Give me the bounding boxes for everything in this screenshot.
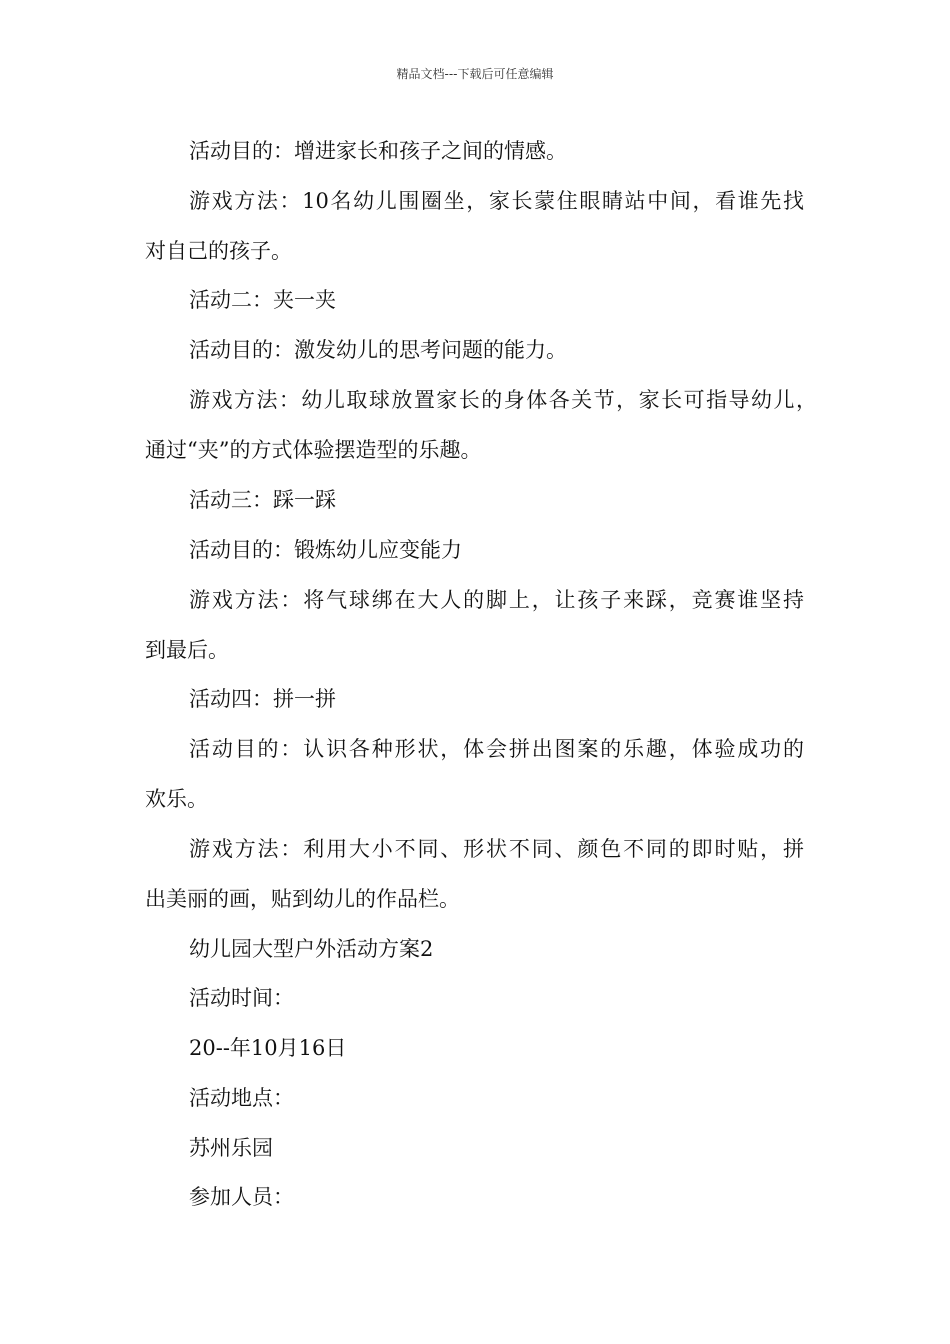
text-line: 到最后。 [145, 638, 229, 662]
text-line: 对自己的孩子。 [145, 239, 292, 263]
text-line: 通过“夹”的方式体验摆造型的乐趣。 [145, 438, 482, 462]
text-line: 欢乐。 [145, 787, 208, 811]
text-line: 参加人员： [189, 1185, 294, 1209]
text-line: 活动二：夹一夹 [189, 288, 336, 312]
text-line: 活动目的：认识各种形状，体会拼出图案的乐趣，体验成功的 [189, 737, 804, 761]
text-line: 幼儿园大型户外活动方案2 [189, 937, 434, 961]
text-line: 出美丽的画，贴到幼儿的作品栏。 [145, 887, 460, 911]
text-line: 活动目的：增进家长和孩子之间的情感。 [189, 139, 567, 163]
text-line: 游戏方法：幼儿取球放置家长的身体各关节，家长可指导幼儿， [189, 388, 817, 412]
text-line: 活动地点： [189, 1086, 294, 1110]
text-line: 20--年10月16日 [189, 1036, 347, 1060]
text-line: 活动目的：激发幼儿的思考问题的能力。 [189, 338, 567, 362]
text-line: 游戏方法：将气球绑在大人的脚上，让孩子来踩，竞赛谁坚持 [189, 588, 804, 612]
text-line: 游戏方法：利用大小不同、形状不同、颜色不同的即时贴，拼 [189, 837, 804, 861]
text-line: 游戏方法：10名幼儿围圈坐，家长蒙住眼睛站中间，看谁先找 [189, 189, 804, 213]
text-line: 活动时间： [189, 986, 294, 1010]
text-line: 活动四：拼一拼 [189, 687, 336, 711]
text-line: 苏州乐园 [189, 1136, 273, 1160]
text-line: 活动目的：锻炼幼儿应变能力 [189, 538, 462, 562]
page-header: 精品文档---下载后可任意编辑 [396, 67, 554, 81]
text-line: 活动三：踩一踩 [189, 488, 336, 512]
